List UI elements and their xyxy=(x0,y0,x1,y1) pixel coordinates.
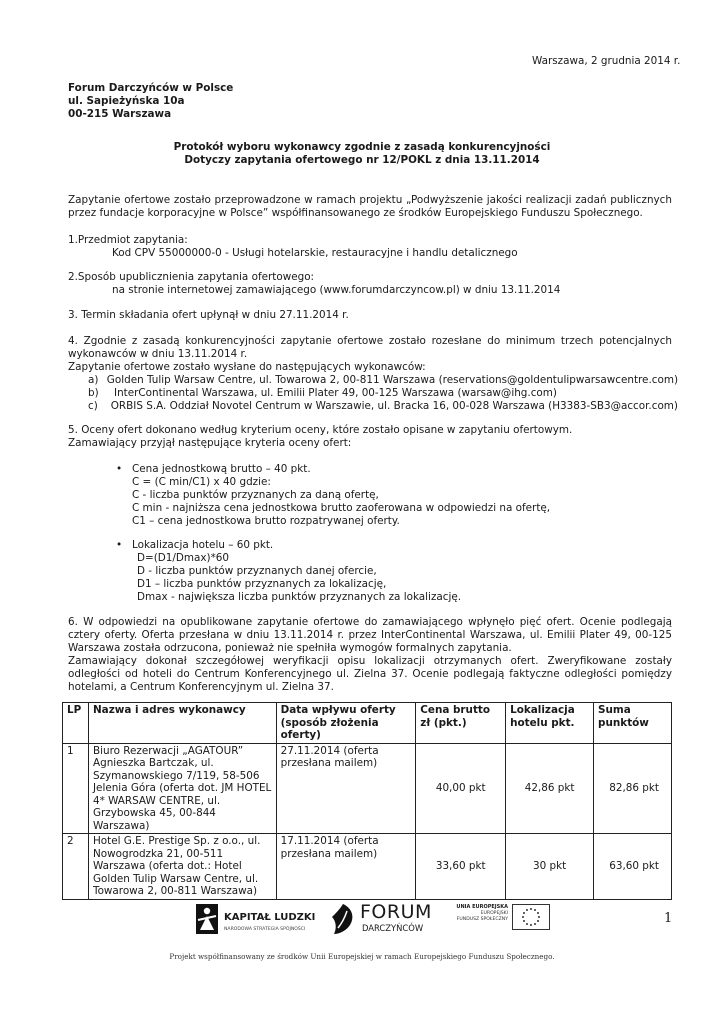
cell-location: 30 pkt xyxy=(506,834,594,900)
criterion-line: D=(D1/Dmax)*60 xyxy=(137,552,229,564)
title-line-1: Protokół wyboru wykonawcy zgodnie z zasadą konkurencyjności xyxy=(173,141,551,153)
criterion-location xyxy=(116,539,461,604)
table-row xyxy=(63,743,672,834)
recipient-list xyxy=(88,374,678,413)
column-header: LP xyxy=(63,703,89,744)
sender-city: 00-215 Warszawa xyxy=(68,108,172,120)
cell-lp: 2 xyxy=(63,834,89,900)
column-header: Suma punktów xyxy=(594,703,672,744)
intro-paragraph: Zapytanie ofertowe zostało przeprowadzone w ramach projektu „Podwyższenie jakości realizacji zadań publicznych przez fundacje korporacyjne w Polsce” współfinansowanego ze środków Europejskiego Funduszu Społecznego. xyxy=(68,194,672,219)
column-header: Data wpływu oferty (sposób złożenia oferty) xyxy=(276,703,416,744)
section-5-para-2: Zamawiający przyjął następujące kryteria oceny ofert: xyxy=(68,437,352,449)
sender-name: Forum Darczyńców w Polsce xyxy=(68,82,234,94)
eu-logo xyxy=(452,904,552,934)
cell-price: 33,60 pkt xyxy=(416,834,506,900)
cell-date: 27.11.2014 (oferta przesłana mailem) xyxy=(276,743,416,834)
forum-title: FORUM xyxy=(360,901,432,923)
section-6-para-2: Zamawiający dokonał szczegółowej weryfikacji opisu lokalizacji otrzymanych ofert. Zweryfikowane zostały odległości od hoteli do Centrum Konferencyjnego ul. Zielna 37. Ocenie podlegają faktyczne odległości pomiędzy hotelami, a Centrum Konferencyjnym ul. Zielna 37. xyxy=(68,655,672,693)
cell-lp: 1 xyxy=(63,743,89,834)
list-item xyxy=(88,387,678,400)
criterion-line: Lokalizacja hotelu – 60 pkt. xyxy=(132,539,274,551)
list-item xyxy=(88,374,678,387)
kapital-ludzki-icon xyxy=(194,902,220,936)
criterion-line: C min - najniższa cena jednostkowa brutto zaoferowana w odpowiedzi na ofertę, xyxy=(132,502,551,514)
cell-date: 17.11.2014 (oferta przesłana mailem) xyxy=(276,834,416,900)
column-header: Cena brutto zł (pkt.) xyxy=(416,703,506,744)
bullet-icon: • xyxy=(116,539,123,551)
footer-note: Projekt współfinansowany ze środków Unii Europejskiej w ramach Europejskiego Funduszu Społecznego. xyxy=(169,952,555,961)
criterion-line: C1 – cena jednostkowa brutto rozpatrywanej oferty. xyxy=(132,515,400,527)
forum-darczyncow-logo xyxy=(330,902,440,936)
table-row xyxy=(63,834,672,900)
kapital-ludzki-logo xyxy=(194,902,314,936)
footer-logos xyxy=(180,898,560,942)
list-item-text: InterContinental Warszawa, ul. Emilii Plater 49, 00-125 Warszawa (warsaw@ihg.com) xyxy=(114,387,557,399)
eu-subtitle-1: EUROPEJSKI xyxy=(480,911,508,916)
list-item-text: Golden Tulip Warsaw Centre, ul. Towarowa 2, 00-811 Warszawa (reservations@goldentulipwarsawcentre.com) xyxy=(106,374,678,386)
forum-subtitle: DARCZYŃCÓW xyxy=(362,923,424,933)
section-2-heading: 2.Sposób upublicznienia zapytania ofertowego: xyxy=(68,271,315,283)
forum-leaf-icon xyxy=(330,903,356,935)
cell-price: 40,00 pkt xyxy=(416,743,506,834)
cell-name: Hotel G.E. Prestige Sp. z o.o., ul. Nowogrodzka 21, 00-511 Warszawa (oferta dot.: Hotel Golden Tulip Warsaw Centre, ul. Towarowa 2, 00-811 Warszawa) xyxy=(88,834,276,900)
column-header: Nazwa i adres wykonawcy xyxy=(88,703,276,744)
column-header: Lokalizacja hotelu pkt. xyxy=(506,703,594,744)
page-number: 1 xyxy=(664,911,673,926)
eu-subtitle-2: FUNDUSZ SPOŁECZNY xyxy=(456,917,508,922)
title-line-2: Dotyczy zapytania ofertowego nr 12/POKL z dnia 13.11.2014 xyxy=(184,154,540,166)
section-1-heading: 1.Przedmiot zapytania: xyxy=(68,234,188,246)
document-date: Warszawa, 2 grudnia 2014 r. xyxy=(532,55,681,67)
kapital-ludzki-title: KAPITAŁ LUDZKI xyxy=(224,912,316,923)
offers-table xyxy=(62,702,672,900)
sender-street: ul. Sapieżyńska 10a xyxy=(68,95,185,107)
section-4-para-1: 4. Zgodnie z zasadą konkurencyjności zapytanie ofertowe zostało rozesłane do minimum trzech potencjalnych wykonawców w dniu 13.11.2014 r. xyxy=(68,335,672,360)
criterion-line: C = (C min/C1) x 40 gdzie: xyxy=(132,476,271,488)
criterion-line: Cena jednostkową brutto – 40 pkt. xyxy=(132,463,311,475)
criterion-line: D1 – liczba punktów przyznanych za lokalizację, xyxy=(137,578,387,590)
list-marker: b) xyxy=(88,387,99,399)
section-5-para-1: 5. Oceny ofert dokonano według kryterium oceny, które zostało opisane w zapytaniu ofertowym. xyxy=(68,424,573,436)
cell-location: 42,86 pkt xyxy=(506,743,594,834)
list-marker: a) xyxy=(88,374,99,386)
section-4-para-2: Zapytanie ofertowe zostało wysłane do następujących wykonawców: xyxy=(68,361,426,373)
section-3: 3. Termin składania ofert upłynął w dniu 27.11.2014 r. xyxy=(68,309,349,321)
table-header-row xyxy=(63,703,672,744)
criterion-line: D - liczba punktów przyznanych danej ofercie, xyxy=(137,565,377,577)
bullet-icon: • xyxy=(116,463,123,475)
cell-name: Biuro Rezerwacji „AGATOUR” Agnieszka Bartczak, ul. Szymanowskiego 7/119, 58-506 Jelenia Góra (oferta dot. JM HOTEL 4* WARSAW CENTRE, ul. Grzybowska 45, 00-844 Warszawa) xyxy=(88,743,276,834)
criterion-line: C - liczba punktów przyznanych za daną ofertę, xyxy=(132,489,379,501)
cell-sum: 82,86 pkt xyxy=(594,743,672,834)
cell-sum: 63,60 pkt xyxy=(594,834,672,900)
list-marker: c) xyxy=(88,400,98,412)
eu-title: UNIA EUROPEJSKA xyxy=(456,904,508,910)
eu-flag-icon xyxy=(512,904,550,930)
criterion-price xyxy=(116,463,550,528)
section-1-body: Kod CPV 55000000-0 - Usługi hotelarskie, restauracyjne i handlu detalicznego xyxy=(112,247,518,259)
section-2-body: na stronie internetowej zamawiającego (www.forumdarczyncow.pl) w dniu 13.11.2014 xyxy=(112,284,561,296)
document-title xyxy=(0,141,724,167)
list-item xyxy=(88,400,678,413)
section-6-para-1: 6. W odpowiedzi na opublikowane zapytanie ofertowe do zamawiającego wpłynęło pięć ofert. Ocenie podlegają cztery oferty. Oferta przesłana w dniu 13.11.2014 r. przez InterContinental Warszawa, ul. Emilii Plater 49, 00-125 Warszawa została odrzucona, ponieważ nie spełniła wymogów formalnych zapytania. xyxy=(68,616,672,654)
list-item-text: ORBIS S.A. Oddział Novotel Centrum w Warszawie, ul. Bracka 16, 00-028 Warszawa (H3383-SB3@accor.com) xyxy=(110,400,678,412)
sender-block xyxy=(68,82,233,121)
kapital-ludzki-subtitle: NARODOWA STRATEGIA SPÓJNOŚCI xyxy=(224,927,306,932)
criterion-line: Dmax - największa liczba punktów przyznanych za lokalizację. xyxy=(137,591,462,603)
